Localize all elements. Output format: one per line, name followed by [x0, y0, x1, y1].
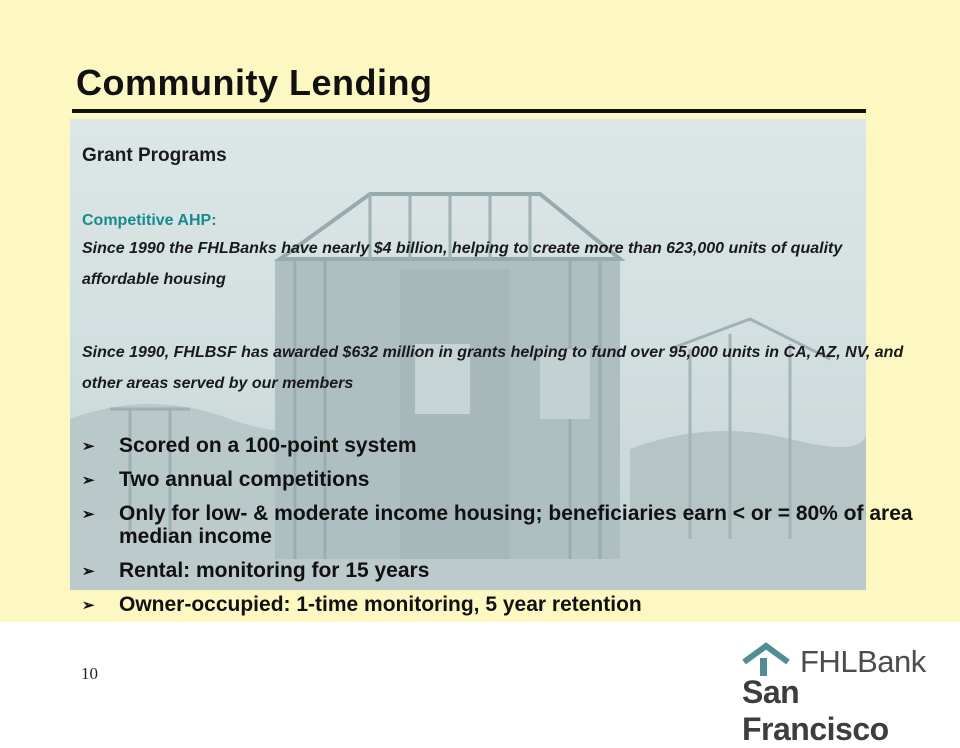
arrow-bullet-icon: ➢	[82, 506, 95, 523]
arrow-bullet-icon: ➢	[82, 472, 95, 489]
bullet-item	[82, 559, 942, 582]
fhlbank-logo	[740, 640, 945, 747]
ahp-label: Competitive AHP:	[82, 212, 217, 229]
arrow-bullet-icon: ➢	[82, 597, 95, 614]
bullet-list	[82, 434, 942, 627]
logo-line1: FHLBank	[800, 644, 926, 679]
bullet-item	[82, 434, 942, 457]
bullet-text: Only for low- & moderate income housing; beneficiaries earn < or = 80% of area median income	[119, 502, 913, 548]
page-number: 10	[81, 664, 98, 683]
bullet-text: Rental: monitoring for 15 years	[119, 559, 430, 582]
arrow-bullet-icon: ➢	[82, 563, 95, 580]
arrow-bullet-icon: ➢	[82, 438, 95, 455]
bullet-text: Owner-occupied: 1-time monitoring, 5 year retention	[119, 593, 642, 616]
bullet-item	[82, 468, 942, 491]
slide-title: Community Lending	[76, 62, 433, 103]
logo-line2: San Francisco	[742, 674, 889, 747]
bullet-item	[82, 502, 942, 548]
paragraph-fhlbanks: Since 1990 the FHLBanks have nearly $4 billion, helping to create more than 623,000 units of quality affordable housing	[82, 240, 843, 288]
bullet-text: Two annual competitions	[119, 468, 370, 491]
paragraph-fhlbsf: Since 1990, FHLBSF has awarded $632 million in grants helping to fund over 95,000 units in CA, AZ, NV, and other areas served by our members	[82, 344, 904, 392]
section-heading: Grant Programs	[82, 145, 227, 166]
house-roof-icon	[740, 642, 796, 678]
bullet-text: Scored on a 100-point system	[119, 434, 417, 457]
bullet-item	[82, 593, 942, 616]
